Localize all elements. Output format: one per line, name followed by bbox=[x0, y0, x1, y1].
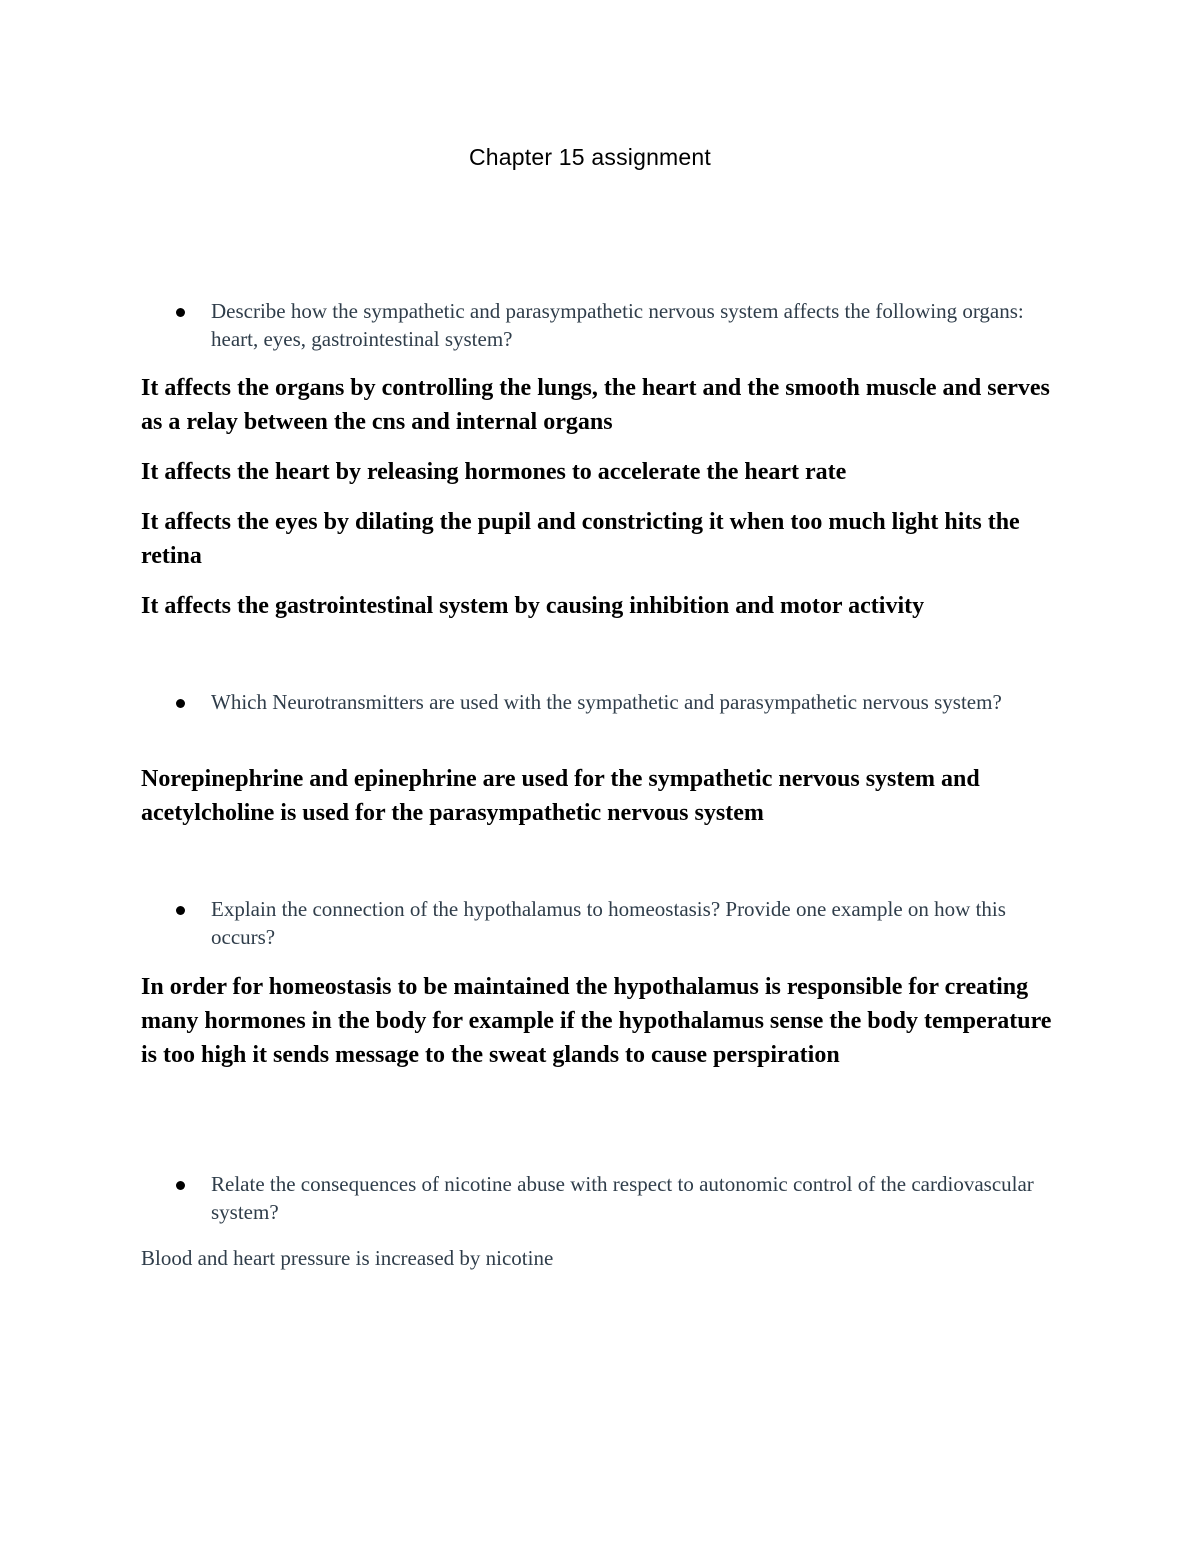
bullet-point bbox=[176, 308, 185, 317]
question-2: Which Neurotransmitters are used with the sympathetic and parasympathetic nervous system? bbox=[211, 690, 1002, 714]
answer-1-2: It affects the heart by releasing hormones to accelerate the heart rate bbox=[141, 459, 847, 485]
bullet-point bbox=[176, 699, 185, 708]
question-4: Relate the consequences of nicotine abuse with respect to autonomic control of the cardiovascular system? bbox=[211, 1172, 1034, 1224]
answer-1-4: It affects the gastrointestinal system by causing inhibition and motor activity bbox=[141, 593, 925, 619]
document-title: Chapter 15 assignment bbox=[468, 144, 711, 170]
question-1: Describe how the sympathetic and parasympathetic nervous system affects the following organs: heart, eyes, gastrointestinal system? bbox=[211, 299, 1024, 351]
bullet-point bbox=[176, 906, 185, 915]
answer-3-1: In order for homeostasis to be maintained the hypothalamus is responsible for creating many hormones in the body for example if the hypothalamus sense the body temperature is too high it sends message to the sweat glands to cause perspiration bbox=[141, 974, 1052, 1068]
question-3: Explain the connection of the hypothalamus to homeostasis? Provide one example on how this occurs? bbox=[211, 897, 1006, 949]
answer-1-3: It affects the eyes by dilating the pupil and constricting it when too much light hits the retina bbox=[141, 509, 1020, 569]
bullet-point bbox=[176, 1181, 185, 1190]
answer-2-1: Norepinephrine and epinephrine are used for the sympathetic nervous system and acetylcholine is used for the parasympathetic nervous system bbox=[141, 766, 980, 826]
answer-4-1: Blood and heart pressure is increased by nicotine bbox=[141, 1246, 554, 1270]
answer-1-1: It affects the organs by controlling the lungs, the heart and the smooth muscle and serves as a relay between the cns and internal organs bbox=[141, 375, 1050, 435]
